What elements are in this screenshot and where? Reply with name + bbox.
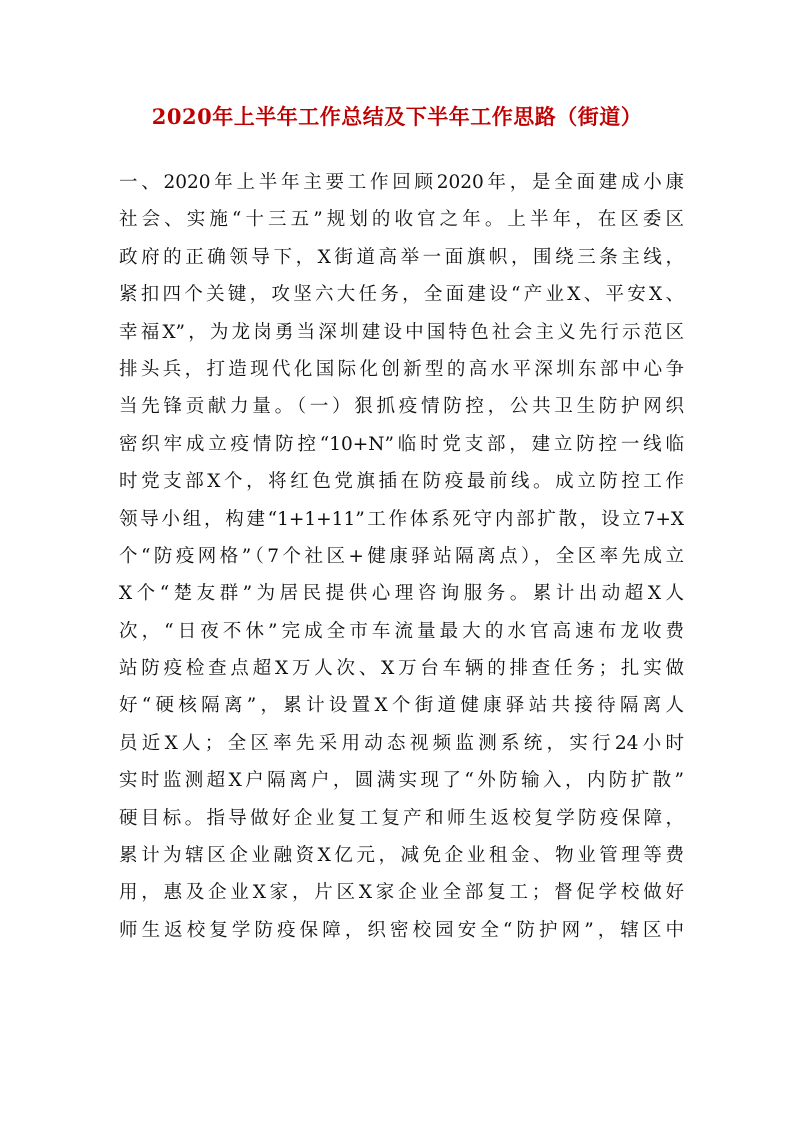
- document-title: 2020年上半年工作总结及下半年工作思路（街道）: [151, 104, 643, 129]
- body-line: 累计为辖区企业融资X亿元，减免企业租金、物业管理等费: [119, 845, 684, 867]
- body-line: 一、2020年上半年主要工作回顾2020年，是全面建成小康: [119, 172, 684, 193]
- body-line: 幸福X”，为龙岗勇当深圳建设中国特色社会主义先行示范区: [119, 321, 684, 343]
- body-line: 紧扣四个关键，攻坚六大任务，全面建设“产业X、平安X、: [119, 284, 684, 306]
- document-body: [119, 164, 684, 949]
- body-line: 站防疫检查点超X万人次、X万台车辆的排查任务；扎实做: [119, 658, 684, 680]
- body-line: 好“硬核隔离”，累计设置X个街道健康驿站共接待隔离人: [119, 695, 684, 717]
- body-line: 时党支部X个，将红色党旗插在防疫最前线。成立防控工作: [119, 471, 684, 493]
- body-line: X个“楚友群”为居民提供心理咨询服务。累计出动超X人: [119, 583, 684, 605]
- body-line: 硬目标。指导做好企业复工复产和师生返校复学防疫保障，: [119, 807, 684, 829]
- body-line: 政府的正确领导下，X街道高举一面旗帜，围绕三条主线，: [119, 246, 684, 268]
- body-line: 密织牢成立疫情防控“10+N”临时党支部，建立防控一线临: [119, 433, 684, 455]
- body-line: 员近X人；全区率先采用动态视频监测系统，实行24小时: [119, 732, 684, 754]
- body-line: 用，惠及企业X家，片区X家企业全部复工；督促学校做好: [119, 882, 684, 904]
- body-line: 实时监测超X户隔离户，圆满实现了“外防输入，内防扩散”: [119, 770, 684, 792]
- body-line: 社会、实施“十三五”规划的收官之年。上半年，在区委区: [119, 209, 684, 231]
- body-line: 个“防疫网格”（7个社区+健康驿站隔离点），全区率先成立: [119, 545, 684, 567]
- body-line: 领导小组，构建“1+1+11”工作体系死守内部扩散，设立7+X: [119, 508, 684, 530]
- body-line: 师生返校复学防疫保障，织密校园安全“防护网”，辖区中: [119, 919, 684, 941]
- body-line: 次，“日夜不休”完成全市车流量最大的水官高速布龙收费: [119, 620, 684, 642]
- body-line: 当先锋贡献力量。（一）狠抓疫情防控，公共卫生防护网织: [119, 396, 684, 418]
- body-line: 排头兵，打造现代化国际化创新型的高水平深圳东部中心争: [119, 358, 684, 380]
